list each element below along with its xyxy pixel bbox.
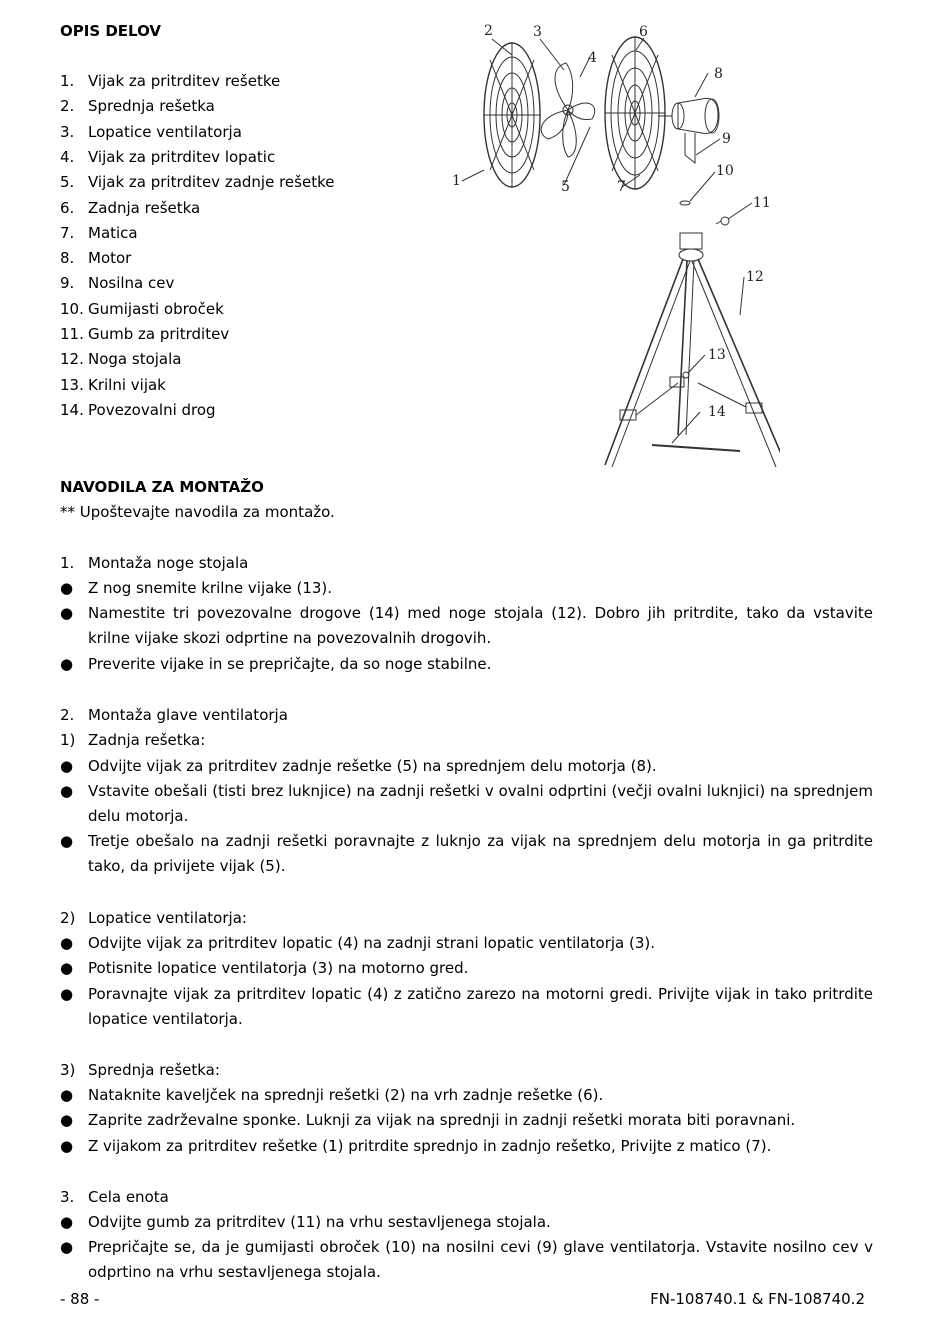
section-number: 2. [60,706,75,724]
instruction-item: Odvijte gumb za pritrditev (11) na vrhu sestavljenega stojala. [88,1213,551,1231]
part-label: Matica [88,223,138,242]
page-number: - 88 - [60,1290,100,1308]
fan-blades-drawing [541,63,595,157]
diagram-label: 14 [708,404,726,420]
part-number: 6. [60,198,75,217]
section-number: 1. [60,554,75,572]
part-label: Gumijasti obroček [88,299,224,318]
part-label: Motor [88,249,132,268]
part-label: Noga stojala [88,350,182,369]
bullet-icon: ● [60,757,74,775]
bullet-icon: ● [60,832,74,850]
part-number: 7. [60,223,75,242]
diagram-label: 6 [639,24,648,40]
instruction-item: Poravnajte vijak za pritrditev lopatic (4) z zatično zarezo na motorni gredi. Privijte vijak in tako pritrdite lopatice ventilatorja. [88,985,873,1029]
part-number: 2. [60,97,75,116]
instruction-item: Nataknite kaveljček na sprednji rešetki (2) na vrh zadnje rešetke (6). [88,1086,604,1104]
subsection-title: Sprednja rešetka: [88,1061,220,1079]
diagram-label: 8 [714,66,723,82]
subsection-title: Lopatice ventilatorja: [88,909,247,927]
front-grille-drawing [484,43,540,187]
rear-grille-drawing [605,37,665,189]
part-number: 4. [60,147,75,166]
bullet-icon: ● [60,934,74,952]
part-label: Gumb za pritrditev [88,325,230,343]
exploded-diagram [440,15,780,485]
instruction-item: Odvijte vijak za pritrditev zadnje rešetke (5) na sprednjem delu motorja (8). [88,757,657,775]
bullet-icon: ● [60,579,74,597]
instruction-item: Odvijte vijak za pritrditev lopatic (4) na zadnji strani lopatic ventilatorja (3). [88,934,656,952]
section-number: 3. [60,1188,75,1206]
instruction-item: Z vijakom za pritrditev rešetke (1) pritrdite sprednjo in zadnjo rešetko, Privijte z matico (7). [88,1137,772,1155]
part-label: Povezovalni drog [88,400,216,419]
part-label: Vijak za pritrditev lopatic [88,147,276,166]
knob-drawing [716,217,729,225]
diagram-label: 12 [746,269,764,285]
assembly-note: ** Upoštevajte navodila za montažo. [60,503,335,521]
bullet-icon: ● [60,1137,74,1155]
subsection-number: 1) [60,731,76,749]
instruction-item: Vstavite obešali (tisti brez luknjice) na zadnji rešetki v ovalni odprtini (večji ovalni luknjici) na sprednjem delu motorja. [88,782,873,826]
bullet-icon: ● [60,782,74,800]
section-title: Montaža noge stojala [88,554,249,572]
diagram-label: 1 [452,173,461,189]
motor-drawing [658,98,719,163]
subsection-number: 2) [60,909,76,927]
part-number: 5. [60,173,75,192]
diagram-labels [452,23,771,420]
diagram-label: 4 [588,50,597,66]
part-number: 8. [60,249,75,268]
part-label: Sprednja rešetka [88,97,215,116]
part-number: 9. [60,274,75,293]
part-number: 11. [60,325,84,343]
instruction-item: Prepričajte se, da je gumijasti obroček (10) na nosilni cevi (9) glave ventilatorja. Vstavite nosilno cev v odprtino na vrhu sestavljenega stojala. [88,1238,873,1282]
part-number: 3. [60,122,75,141]
part-label: Lopatice ventilatorja [88,122,242,141]
instruction-item: Z nog snemite krilne vijake (13). [88,579,333,597]
part-label: Vijak za pritrditev zadnje rešetke [88,173,335,192]
subsection-title: Zadnja rešetka: [88,731,206,749]
bullet-icon: ● [60,655,74,673]
model-number: FN-108740.1 & FN-108740.2 [650,1290,865,1308]
bullet-icon: ● [60,1086,74,1104]
diagram-label: 9 [722,131,731,147]
diagram-label: 11 [753,195,771,211]
instruction-item: Namestite tri povezovalne drogove (14) med noge stojala (12). Dobro jih pritrdite, tako da vstavite krilne vijake skozi odprtine na povezovalnih drogovih. [88,604,873,648]
bullet-icon: ● [60,1111,74,1129]
diagram-label: 10 [716,163,734,179]
part-number: 14. [60,400,84,419]
instruction-item: Zaprite zadrževalne sponke. Luknji za vijak na sprednji in zadnji rešetki morata biti poravnani. [88,1111,796,1129]
assembly-heading: NAVODILA ZA MONTAŽO [60,478,264,496]
bullet-icon: ● [60,1238,74,1256]
part-label: Nosilna cev [88,274,175,293]
part-label: Krilni vijak [88,375,166,394]
part-number: 1. [60,72,75,90]
rubber-ring-drawing [680,201,690,205]
subsection-number: 3) [60,1061,76,1079]
parts-heading: OPIS DELOV [60,22,162,40]
part-number: 12. [60,350,84,369]
part-number: 10. [60,299,84,318]
part-label: Vijak za pritrditev rešetke [88,72,281,90]
section-title: Cela enota [88,1188,169,1206]
section-title: Montaža glave ventilatorja [88,706,288,724]
diagram-label: 7 [617,179,626,195]
diagram-label: 2 [484,23,493,39]
bullet-icon: ● [60,959,74,977]
diagram-label: 13 [708,347,726,363]
diagram-label: 3 [533,24,542,40]
bullet-icon: ● [60,1213,74,1231]
bullet-icon: ● [60,985,74,1003]
diagram-label: 5 [561,179,570,195]
part-number: 13. [60,375,84,394]
bullet-icon: ● [60,604,74,622]
instruction-item: Preverite vijake in se prepričajte, da so noge stabilne. [88,655,492,673]
part-label: Zadnja rešetka [88,198,201,217]
instruction-item: Potisnite lopatice ventilatorja (3) na motorno gred. [88,959,469,977]
instruction-item: Tretje obešalo na zadnji rešetki poravnajte z luknjo za vijak na sprednjem delu motorja in ga pritrdite tako, da privijete vijak (5). [88,832,873,876]
